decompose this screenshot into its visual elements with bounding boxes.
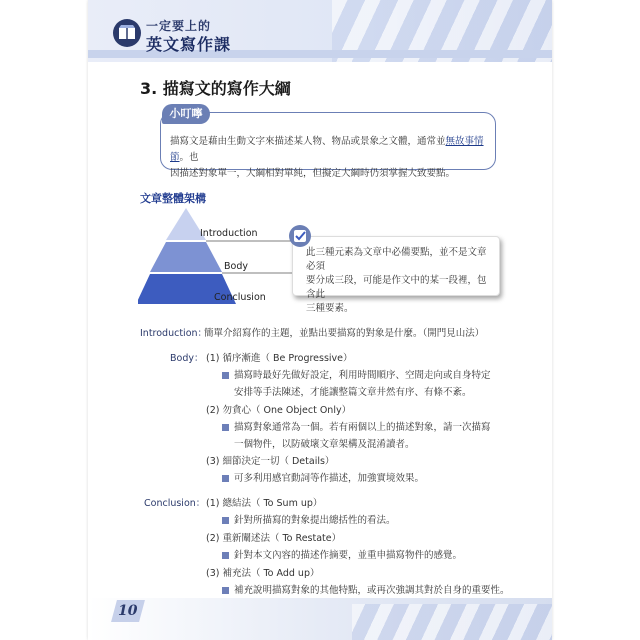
tip-line-1: 描寫文是藉由生動文字來描述某人物、物品或景象之文體，通常並無故事情節。也 <box>170 136 484 163</box>
document-page <box>88 0 552 640</box>
body-bullet-cont: 一個物件，以防破壞文章架構及混淆讀者。 <box>234 439 415 450</box>
body-bullet-cont: 安排等手法陳述，才能讓整篇文章井然有序、有條不紊。 <box>234 387 472 398</box>
body-item-head: (2) 勿貪心（ One Object Only） <box>206 405 352 416</box>
book-logo-icon <box>112 18 142 48</box>
body-item-head: (3) 細節決定一切（ Details） <box>206 456 335 467</box>
body-bullet: 描寫對象通常為一個。若有兩個以上的描述對象，請一次描寫 <box>222 419 491 433</box>
bullet-square-icon <box>222 475 229 482</box>
book-series-subtitle: 一定要上的 <box>146 19 212 33</box>
bullet-square-icon <box>222 517 229 524</box>
introduction-text: 簡單介紹寫作的主題，並點出要描寫的對象是什麼。（開門見山法） <box>204 328 485 339</box>
conclusion-item-head: (2) 重新闡述法（ To Restate） <box>206 533 342 544</box>
body-label: Body： <box>170 353 204 364</box>
pyramid-middle <box>150 242 222 272</box>
conclusion-item-head: (3) 補充法（ To Add up） <box>206 568 320 579</box>
section-title: 3. 描寫文的寫作大綱 <box>140 79 291 98</box>
introduction-label: Introduction： <box>140 328 208 339</box>
body-item-head: (1) 循序漸進（ Be Progressive） <box>206 353 353 364</box>
bullet-square-icon <box>222 372 229 379</box>
bullet-square-icon <box>222 587 229 594</box>
pyramid-label-introduction: Introduction <box>200 228 258 239</box>
pyramid-label-conclusion: Conclusion <box>214 292 266 303</box>
footer-decoration <box>352 604 552 640</box>
body-bullet: 可多利用感官動詞等作描述，加強實境效果。 <box>222 470 424 484</box>
page-number: 10 <box>118 603 138 619</box>
conclusion-bullet: 補充說明描寫對象的其他特點，或再次強調其對於自身的重要性。 <box>222 582 510 596</box>
bullet-square-icon <box>222 552 229 559</box>
tip-text <box>170 134 488 182</box>
book-title: 英文寫作課 <box>146 35 232 54</box>
tip-tag: 小叮嚀 <box>162 104 210 124</box>
pyramid-label-body: Body <box>224 261 248 272</box>
bullet-square-icon <box>222 424 229 431</box>
conclusion-bullet: 針對所描寫的對象提出總括性的看法。 <box>222 512 396 526</box>
tip-highlight: 無故事情節 <box>170 136 484 163</box>
conclusion-item-head: (1) 總結法（ To Sum up） <box>206 498 323 509</box>
conclusion-bullet: 針對本文內容的描述作摘要，並重申描寫物件的感覺。 <box>222 547 462 561</box>
tip-line-2: 因描述對象單一，大綱相對單純，但擬定大綱時仍須掌握大致要點。 <box>170 168 456 179</box>
framework-title: 文章整體架構 <box>140 192 206 205</box>
note-text: 此三種元素為文章中必備要點，並不是文章必須 要分成三段，可能是作文中的某一段裡，包含此 三種要素。 <box>306 247 487 314</box>
body-bullet: 描寫時最好先做好設定，利用時間順序、空間走向或自身特定 <box>222 367 491 381</box>
conclusion-label: Conclusion： <box>144 498 206 509</box>
checkmark-icon <box>288 224 312 248</box>
